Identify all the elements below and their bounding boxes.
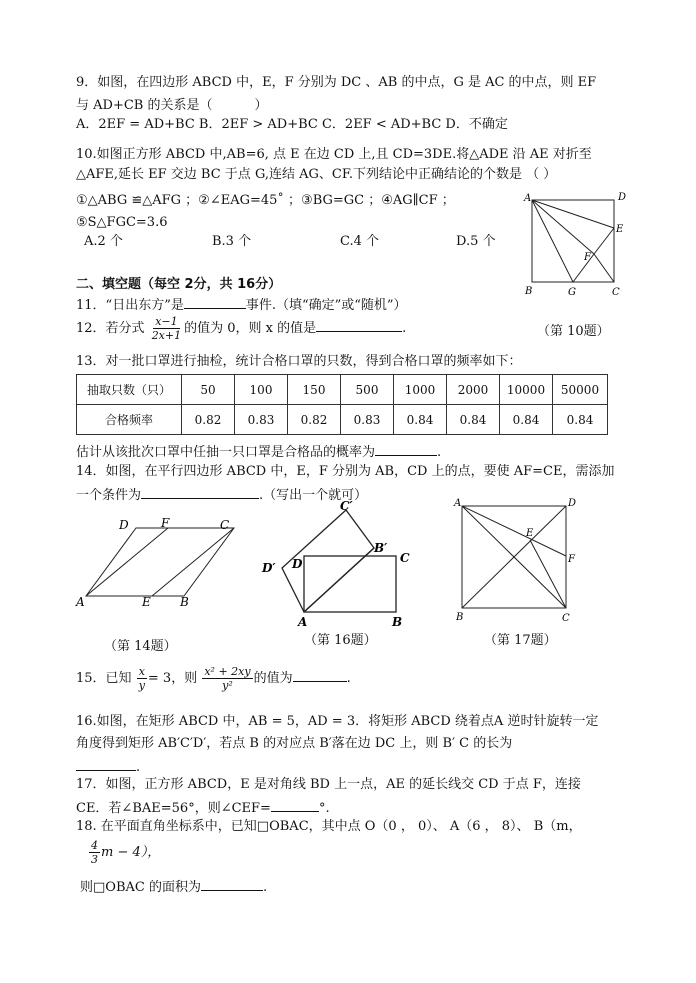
fig17-label-b: B bbox=[456, 612, 464, 623]
fig10-label-d: D bbox=[618, 192, 627, 203]
q15-end: . bbox=[346, 671, 351, 686]
fig14-label-c: C bbox=[220, 518, 230, 532]
q18-blank bbox=[201, 876, 263, 891]
q13-end: . bbox=[437, 445, 442, 460]
q12-stem: 12．若分式 bbox=[76, 321, 145, 336]
fig16-label-d: D bbox=[292, 557, 303, 571]
q15-f1-denominator: y bbox=[138, 679, 145, 692]
table-cell: 500 bbox=[341, 375, 394, 405]
fig16-label-cprime: C′ bbox=[340, 499, 353, 513]
q14-stem: 一个条件为 bbox=[76, 488, 142, 503]
q16-end: . bbox=[136, 760, 141, 775]
table-cell: 0.83 bbox=[341, 405, 394, 435]
q17-end: °. bbox=[318, 801, 330, 816]
fig17-label-d: D bbox=[568, 498, 577, 509]
q14-hint: .（写出一个就可） bbox=[259, 488, 368, 503]
q15-f2-numerator: x² + 2xy bbox=[204, 665, 251, 678]
q18-fraction bbox=[89, 839, 100, 866]
q11-blank bbox=[184, 294, 246, 309]
fig17-label-e: E bbox=[526, 528, 534, 539]
table-cell: 2000 bbox=[447, 375, 500, 405]
fig16-label-a: A bbox=[298, 615, 308, 629]
q13-estimate bbox=[76, 441, 441, 462]
fig10-label-e: E bbox=[616, 224, 624, 235]
fig17-label-c: C bbox=[562, 613, 570, 624]
table-row bbox=[77, 405, 608, 435]
q14-blank bbox=[141, 484, 259, 499]
q14-figure bbox=[72, 512, 248, 612]
table-cell: 0.84 bbox=[447, 405, 500, 435]
q10-line2: △AFE,延长 EF 交边 BC 于点 G,连结 AG、CF.下列结论中正确结论的个数是 （ ） bbox=[76, 167, 557, 182]
table-cell: 0.83 bbox=[235, 405, 288, 435]
q11-stem: 11．“日出东方”是 bbox=[76, 298, 184, 313]
q15-blank bbox=[293, 667, 347, 682]
q9-line2 bbox=[76, 97, 267, 115]
q12-blank bbox=[316, 317, 402, 332]
table-cell: 150 bbox=[288, 375, 341, 405]
q13-blank bbox=[375, 441, 437, 456]
q17-blank bbox=[271, 797, 319, 812]
section-fill-in-title: 二、填空题（每空 2分，共 16分） bbox=[76, 277, 282, 292]
fig10-label-g: G bbox=[568, 287, 576, 298]
q12-end: . bbox=[402, 321, 407, 336]
fig14-label-a: A bbox=[76, 595, 85, 609]
fig14-label-b: B bbox=[180, 595, 189, 609]
q17-line2 bbox=[76, 797, 330, 818]
q13-frequency-table bbox=[76, 374, 608, 435]
fig16-label-b: B bbox=[392, 615, 403, 629]
q15-f1-numerator: x bbox=[138, 665, 145, 678]
q12-fraction-denominator: 2x+1 bbox=[151, 329, 182, 342]
q17-stem: CE．若∠BAE=56°，则∠CEF= bbox=[76, 801, 271, 816]
q17-line1: 17．如图，正方形 ABCD，E 是对角线 BD 上一点，AE 的延长线交 CD 于点 F，连接 bbox=[76, 777, 581, 792]
q15-fraction-expr bbox=[202, 665, 252, 692]
q9-line1: 9．如图，在四边形 ABCD 中，E，F 分别为 DC 、AB 的中点，G 是 AC 的中点，则 EF bbox=[76, 75, 597, 90]
q18-frac-numerator: 4 bbox=[91, 839, 98, 852]
table-cell: 100 bbox=[235, 375, 288, 405]
q13-row1-header: 抽取只数（只） bbox=[77, 375, 182, 405]
q18-line2 bbox=[88, 836, 160, 870]
q18-coord-end: m − 4）， bbox=[101, 845, 161, 860]
table-cell: 10000 bbox=[500, 375, 553, 405]
q10-figure bbox=[522, 190, 632, 302]
fig16-label-bprime: B′ bbox=[374, 541, 388, 555]
fig10-label-c: C bbox=[612, 287, 620, 298]
q18-line1: 18. 在平面直角坐标系中，已知□OBAC，其中点 O（0 ， 0）、 A（6 ， 8）、 B（m， bbox=[76, 819, 582, 834]
q15-mid1: = 3，则 bbox=[147, 671, 198, 686]
table-cell: 0.84 bbox=[553, 405, 608, 435]
q12-mid: 的值为 0，则 x 的值是 bbox=[184, 321, 317, 336]
q18-stem: 则□OBAC 的面积为 bbox=[80, 880, 201, 895]
q9-close: ） bbox=[254, 98, 268, 113]
q15-f2-denominator: y² bbox=[222, 679, 233, 692]
q10-statements: ①△ABG ≌△AFG ；②∠EAG=45˚ ；③BG=GC ；④AG∥CF ； bbox=[76, 193, 455, 208]
q10-option-d: D.5 个 bbox=[456, 234, 496, 249]
table-cell: 50000 bbox=[553, 375, 608, 405]
q11-hint: 事件.（填“确定”或“随机”） bbox=[245, 298, 407, 313]
q10-statement5: ⑤S△FGC=3.6 bbox=[76, 215, 168, 230]
q15-stem: 15．已知 bbox=[76, 671, 132, 686]
fig17-label-f: F bbox=[568, 554, 575, 565]
q16-line2: 角度得到矩形 AB′C′D′，若点 B 的对应点 B′落在边 DC 上，则 B′ C 的长为 bbox=[76, 736, 513, 751]
q13-row2-header: 合格频率 bbox=[77, 405, 182, 435]
table-cell: 0.82 bbox=[288, 405, 341, 435]
q10-figure-caption: （第 10题） bbox=[537, 324, 610, 339]
fig14-label-f: F bbox=[161, 516, 170, 530]
fig16-label-dprime: D′ bbox=[262, 561, 276, 575]
table-cell: 0.84 bbox=[394, 405, 447, 435]
q14-line1: 14．如图，在平行四边形 ABCD 中，E，F 分别为 AB，CD 上的点，要使 AF=CE，需添加 bbox=[76, 464, 615, 479]
q17-figure bbox=[452, 494, 578, 624]
q16-figure bbox=[256, 496, 426, 630]
fig17-label-a: A bbox=[454, 498, 462, 509]
q12-fraction bbox=[150, 315, 183, 342]
q12-fraction-numerator: x−1 bbox=[155, 315, 178, 328]
q16-line3 bbox=[76, 756, 140, 777]
q16-figure-caption: （第 16题） bbox=[304, 633, 377, 648]
q11 bbox=[76, 294, 407, 315]
table-cell: 0.82 bbox=[182, 405, 235, 435]
fig16-label-c: C bbox=[400, 551, 410, 565]
table-cell: 50 bbox=[182, 375, 235, 405]
q16-line1: 16.如图，在矩形 ABCD 中，AB = 5，AD = 3．将矩形 ABCD 绕着点A 逆时针旋转一定 bbox=[76, 714, 599, 729]
q9-stem: 与 AD+CB 的关系是（ bbox=[76, 98, 213, 113]
q17-figure-caption: （第 17题） bbox=[484, 633, 557, 648]
q15-fraction-xy bbox=[137, 665, 147, 692]
table-row bbox=[77, 375, 608, 405]
q16-blank bbox=[76, 756, 136, 771]
fig14-label-d: D bbox=[119, 518, 129, 532]
q10-option-a: A.2 个 bbox=[84, 234, 123, 249]
q10-option-b: B.3 个 bbox=[212, 234, 252, 249]
q14-figure-caption: （第 14题） bbox=[104, 639, 177, 654]
q13-stem: 13．对一批口罩进行抽检，统计合格口罩的只数，得到合格口罩的频率如下： bbox=[76, 354, 522, 369]
q18-frac-denominator: 3 bbox=[91, 853, 98, 866]
table-cell: 1000 bbox=[394, 375, 447, 405]
q15-mid2: 的值为 bbox=[253, 671, 293, 686]
table-cell: 0.84 bbox=[500, 405, 553, 435]
fig10-label-a: A bbox=[524, 193, 532, 204]
q9-options: A．2EF = AD+BC B．2EF > AD+BC C．2EF < AD+BC D．不确定 bbox=[76, 117, 508, 132]
q10-option-c: C.4 个 bbox=[340, 234, 380, 249]
fig14-label-e: E bbox=[142, 595, 151, 609]
q18-line3 bbox=[80, 876, 267, 897]
q15 bbox=[76, 664, 351, 694]
q18-end: . bbox=[262, 880, 268, 895]
q10-line1: 10.如图正方形 ABCD 中,AB=6, 点 E 在边 CD 上,且 CD=3DE.将△ADE 沿 AE 对折至 bbox=[76, 147, 592, 162]
fig10-label-f: F bbox=[584, 252, 591, 263]
q12 bbox=[76, 314, 406, 344]
fig10-label-b: B bbox=[525, 286, 533, 297]
q13-estimate-text: 估计从该批次口罩中任抽一只口罩是合格品的概率为 bbox=[76, 445, 376, 460]
